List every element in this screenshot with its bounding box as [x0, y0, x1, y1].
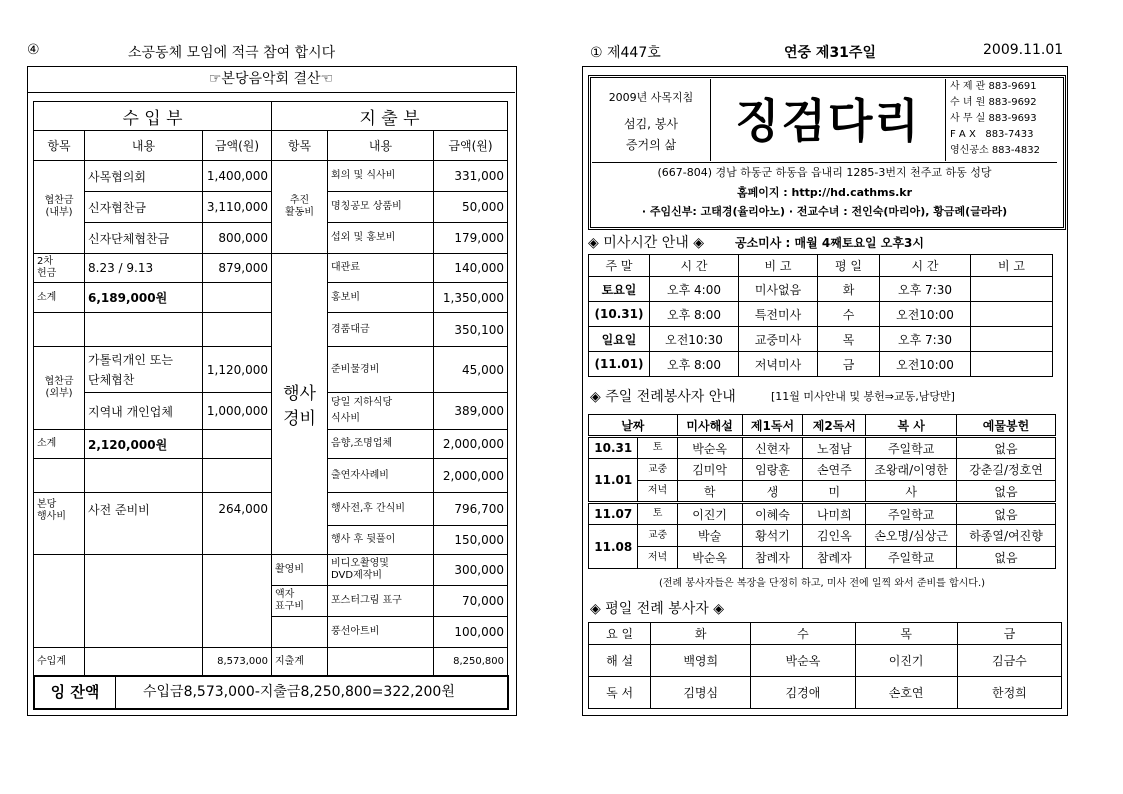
server-cell: 박술 [677, 525, 742, 547]
servers-footnote: (전례 봉사자들은 복장을 단정히 하고, 미사 전에 일찍 와서 준비를 합시다.) [658, 578, 986, 589]
weekday-head: 목 [855, 623, 957, 645]
server-cell: 김미악 [677, 459, 742, 481]
server-cell: 미 [803, 481, 866, 503]
mass-time: 오전10:30 [650, 327, 739, 352]
expense-content: 비디오촬영및 DVD제작비 [328, 555, 434, 586]
income-amount: 264,000 [203, 493, 272, 555]
weekday-cell: 김명심 [651, 677, 751, 709]
weekday: 목 [818, 327, 880, 352]
expense-total-label: 지출계 [272, 648, 328, 676]
server-cell: 손오명/심상근 [866, 525, 957, 547]
expense-amount: 796,700 [434, 493, 508, 526]
expense-header: 지 출 부 [272, 102, 508, 131]
income-subtotal: 2,120,000원 [85, 430, 203, 459]
col-amount: 금액(원) [434, 131, 508, 161]
weekday-cell: 박순옥 [751, 645, 855, 677]
server-cell: 임랑훈 [742, 459, 803, 481]
servers-head: 날짜 [589, 415, 678, 437]
motto-box [592, 79, 711, 161]
subtotal-label: 소계 [34, 283, 85, 313]
expense-amount: 140,000 [434, 254, 508, 283]
expense-content: 회의 및 식사비 [328, 161, 434, 192]
contact-1: 사 제 관 883-9691 [950, 81, 1037, 92]
expense-content: 포스터그림 표구 [328, 586, 434, 617]
mass-day: 토요일 [589, 277, 650, 302]
mass-head: 시 간 [650, 255, 739, 277]
mass-time: 오후 4:00 [650, 277, 739, 302]
server-cell: 박순옥 [677, 547, 742, 569]
server-kind: 저녁 [638, 481, 677, 503]
expense-content: 당일 지하식당 식사비 [328, 393, 434, 430]
weekday-cell: 한정희 [957, 677, 1061, 709]
server-cell: 이혜숙 [742, 503, 803, 525]
expense-content: 명칭공모 상품비 [328, 192, 434, 223]
servers-head: 복 사 [866, 415, 957, 437]
server-cell: 없음 [956, 503, 1055, 525]
server-cell: 사 [866, 481, 957, 503]
expense-amount: 179,000 [434, 223, 508, 254]
server-cell: 박순옥 [677, 437, 742, 459]
income-amount: 1,000,000 [203, 393, 272, 430]
contact-4: F A X 883-7433 [950, 129, 1034, 140]
weekday-head: 금 [957, 623, 1061, 645]
mass-date: (11.01) [589, 352, 650, 377]
income-amount: 800,000 [203, 223, 272, 254]
expense-amount: 331,000 [434, 161, 508, 192]
servers-head: 제1독서 [742, 415, 803, 437]
finance-table [33, 101, 508, 676]
servers-note: [11월 미사안내 및 봉헌⇒교동,남당반] [771, 390, 955, 403]
weekday-title: ◈ 평일 전례 봉사자 ◈ [590, 601, 725, 617]
mass-note: 미사없음 [739, 277, 818, 302]
income-subtotal: 6,189,000원 [85, 283, 203, 313]
weekday-cell: 이진기 [855, 645, 957, 677]
income-item: 2차 헌금 [34, 254, 85, 283]
expense-amount: 389,000 [434, 393, 508, 430]
weekday-time: 오전10:00 [880, 302, 971, 327]
server-date: 11.08 [589, 525, 638, 569]
servers-table [588, 414, 1056, 569]
expense-item: 행사 경비 [272, 254, 328, 555]
income-amount: 1,400,000 [203, 161, 272, 192]
server-cell: 나미희 [803, 503, 866, 525]
week-title: 연중 제31주일 [784, 45, 876, 61]
server-cell: 생 [742, 481, 803, 503]
server-cell: 하종열/여진향 [956, 525, 1055, 547]
expense-amount: 2,000,000 [434, 430, 508, 459]
server-date: 10.31 [589, 437, 638, 459]
balance-label: 잉 잔액 [35, 677, 116, 708]
income-content: 신자단체협찬금 [85, 223, 203, 254]
col-content: 내용 [85, 131, 203, 161]
slogan: 소공동체 모임에 적극 참여 합시다 [128, 45, 336, 61]
expense-total: 8,250,800 [434, 648, 508, 676]
expense-content: 홍보비 [328, 283, 434, 313]
expense-amount: 45,000 [434, 347, 508, 393]
mass-table [588, 254, 1053, 377]
server-kind: 토 [638, 437, 677, 459]
weekday: 수 [818, 302, 880, 327]
income-content: 사전 준비비 [85, 493, 203, 555]
server-cell: 김인옥 [803, 525, 866, 547]
server-date: 11.01 [589, 459, 638, 503]
contact-box [945, 79, 1058, 161]
weekday: 화 [818, 277, 880, 302]
mass-time: 오후 8:00 [650, 352, 739, 377]
page-number: ④ [27, 42, 40, 58]
expense-amount: 50,000 [434, 192, 508, 223]
weekday-head: 수 [751, 623, 855, 645]
mass-time: 오후 8:00 [650, 302, 739, 327]
weekday-cell: 백영희 [651, 645, 751, 677]
expense-item: 촬영비 [272, 555, 328, 586]
expense-amount: 1,350,000 [434, 283, 508, 313]
mass-head: 평 일 [818, 255, 880, 277]
income-total-label: 수입계 [34, 648, 85, 676]
income-amount: 879,000 [203, 254, 272, 283]
servers-head: 예물봉헌 [956, 415, 1055, 437]
server-kind: 토 [638, 503, 677, 525]
server-cell: 주일학교 [866, 503, 957, 525]
expense-content: 음향,조명업체 [328, 430, 434, 459]
servers-head: 제2독서 [803, 415, 866, 437]
weekday-cell: 김경애 [751, 677, 855, 709]
mass-note: 공소미사 : 매월 4째토요일 오후3시 [735, 236, 924, 250]
staff: · 주임신부: 고태경(율리아노) · 전교수녀 : 전인숙(마리아), 황금례(글라라) [641, 205, 1008, 218]
mass-note: 저녁미사 [739, 352, 818, 377]
balance-box [33, 675, 509, 710]
weekday-time: 오후 7:30 [880, 277, 971, 302]
expense-content: 풍선아트비 [328, 617, 434, 648]
server-kind: 저녁 [638, 547, 677, 569]
address: (667-804) 경남 하동군 하동읍 읍내리 1285-3번지 천주교 하동 성당 [592, 162, 1057, 183]
weekday: 금 [818, 352, 880, 377]
subtotal-label: 소계 [34, 430, 85, 459]
expense-amount: 300,000 [434, 555, 508, 586]
income-header: 수 입 부 [34, 102, 272, 131]
col-item: 항목 [272, 131, 328, 161]
server-cell: 없음 [956, 437, 1055, 459]
income-content: 신자협찬금 [85, 192, 203, 223]
expense-content: 섭외 및 홍보비 [328, 223, 434, 254]
col-content: 내용 [328, 131, 434, 161]
motto-line2: 증거의 삶 [625, 138, 677, 152]
server-kind: 교중 [638, 459, 677, 481]
weekday-role: 해 설 [589, 645, 651, 677]
server-cell: 이진기 [677, 503, 742, 525]
concert-title: ☞본당음악회 결산☜ [27, 66, 515, 93]
motto-year: 2009년 사목지침 [608, 91, 694, 104]
mass-note: 교중미사 [739, 327, 818, 352]
income-item: 협찬금 (외부) [34, 347, 85, 430]
income-content: 가톨릭개인 또는 단체협찬 [85, 347, 203, 393]
server-cell: 노점남 [803, 437, 866, 459]
server-cell: 학 [677, 481, 742, 503]
mass-head: 비 고 [739, 255, 818, 277]
weekday-head: 화 [651, 623, 751, 645]
contact-3: 사 무 실 883-9693 [950, 113, 1037, 124]
servers-head: 미사해설 [677, 415, 742, 437]
server-cell: 손연주 [803, 459, 866, 481]
server-cell: 없음 [956, 481, 1055, 503]
issue-number: ① 제447호 [590, 45, 661, 61]
mass-head: 시 간 [880, 255, 971, 277]
motto-line1: 섬김, 봉사 [624, 117, 678, 131]
mass-head: 비 고 [971, 255, 1053, 277]
server-cell: 주일학교 [866, 437, 957, 459]
expense-amount: 2,000,000 [434, 459, 508, 493]
income-content: 8.23 / 9.13 [85, 254, 203, 283]
contact-5: 영신공소 883-4832 [950, 145, 1040, 156]
expense-content: 행사전,후 간식비 [328, 493, 434, 526]
server-kind: 교중 [638, 525, 677, 547]
expense-item: 액자 표구비 [272, 586, 328, 617]
expense-amount: 100,000 [434, 617, 508, 648]
expense-content: 대관료 [328, 254, 434, 283]
expense-content: 출연자사례비 [328, 459, 434, 493]
mass-head: 주 말 [589, 255, 650, 277]
weekday-role: 독 서 [589, 677, 651, 709]
expense-item: 추진 활동비 [272, 161, 328, 254]
income-content: 사목협의회 [85, 161, 203, 192]
issue-date: 2009.11.01 [983, 42, 1064, 58]
server-cell: 신현자 [742, 437, 803, 459]
weekday-cell: 김금수 [957, 645, 1061, 677]
server-cell: 황석기 [742, 525, 803, 547]
mass-day: 일요일 [589, 327, 650, 352]
col-item: 항목 [34, 131, 85, 161]
contact-2: 수 녀 원 883-9692 [950, 97, 1037, 108]
income-item: 협찬금 (내부) [34, 161, 85, 254]
expense-amount: 150,000 [434, 526, 508, 555]
servers-title: ◈ 주일 전례봉사자 안내 [590, 389, 736, 405]
server-cell: 조왕래/이영한 [866, 459, 957, 481]
weekday-time: 오후 7:30 [880, 327, 971, 352]
weekday-table [588, 622, 1062, 709]
income-total: 8,573,000 [203, 648, 272, 676]
server-cell: 강춘길/정호연 [956, 459, 1055, 481]
income-amount: 1,120,000 [203, 347, 272, 393]
server-date: 11.07 [589, 503, 638, 525]
server-cell: 주일학교 [866, 547, 957, 569]
server-cell: 참례자 [803, 547, 866, 569]
income-item: 본당 행사비 [34, 493, 85, 555]
paper-title: 징검다리 [735, 94, 921, 148]
server-cell: 없음 [956, 547, 1055, 569]
balance-text: 수입금8,573,000-지출금8,250,800=322,200원 [143, 684, 455, 700]
col-amount: 금액(원) [203, 131, 272, 161]
weekday-cell: 손호연 [855, 677, 957, 709]
mass-title: ◈ 미사시간 안내 ◈ [588, 235, 705, 251]
server-cell: 참례자 [742, 547, 803, 569]
expense-amount: 350,100 [434, 313, 508, 347]
mass-date: (10.31) [589, 302, 650, 327]
expense-content: 행사 후 뒷풀이 [328, 526, 434, 555]
income-amount: 3,110,000 [203, 192, 272, 223]
expense-content: 경품대금 [328, 313, 434, 347]
homepage: 홈페이지 : http://hd.cathms.kr [736, 186, 913, 199]
expense-content: 준비물경비 [328, 347, 434, 393]
income-content: 지역내 개인업체 [85, 393, 203, 430]
expense-amount: 70,000 [434, 586, 508, 617]
weekday-time: 오전10:00 [880, 352, 971, 377]
mass-note: 특전미사 [739, 302, 818, 327]
weekday-head: 요 일 [589, 623, 651, 645]
